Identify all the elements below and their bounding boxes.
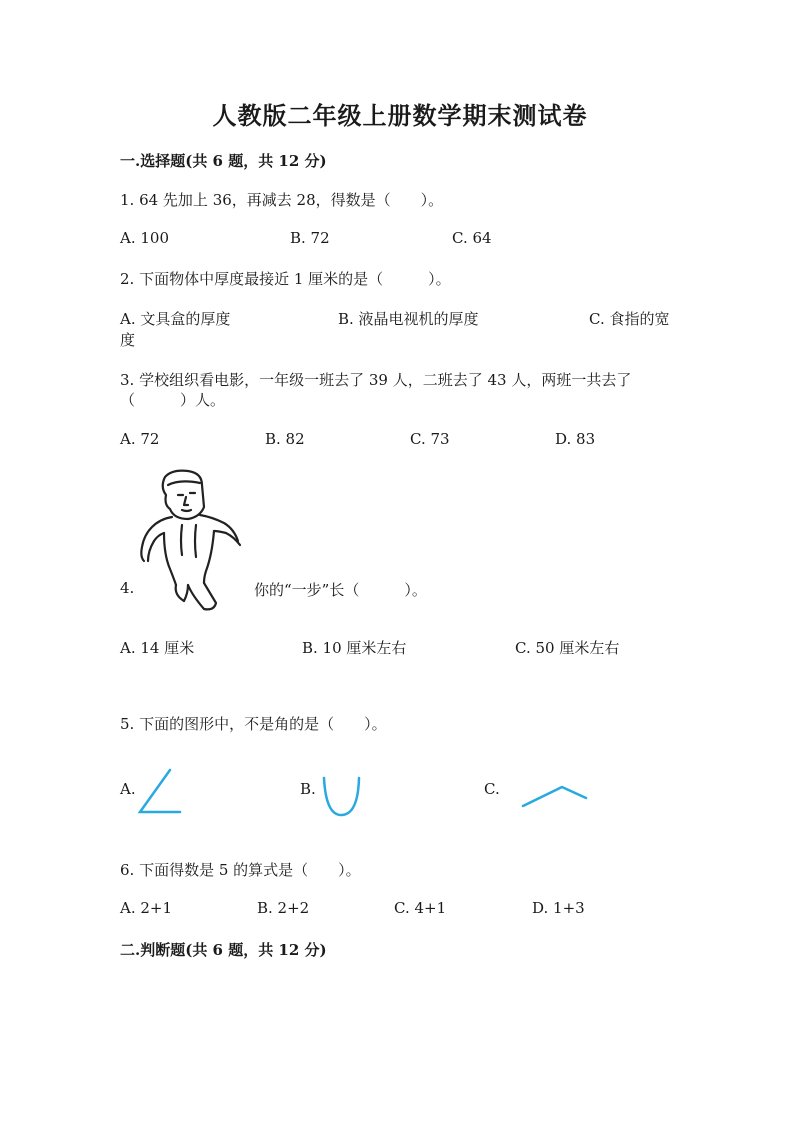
q5-open-angle-figure — [520, 784, 588, 810]
question-6: 6. 下面得数是 5 的算式是（ ）。 — [120, 861, 361, 879]
question-4-number: 4. — [120, 579, 135, 597]
q2-option-c: C. 食指的宽 — [589, 310, 670, 328]
q5-angle-figure — [136, 768, 184, 818]
question-5: 5. 下面的图形中，不是角的是（ ）。 — [120, 715, 387, 733]
walking-person-figure — [130, 465, 250, 613]
q1-option-b: B. 72 — [290, 229, 330, 247]
question-1: 1. 64 先加上 36，再减去 28，得数是（ ）。 — [120, 191, 444, 209]
question-3-line-1: 3. 学校组织看电影，一年级一班去了 39 人，二班去了 43 人，两班一共去了 — [120, 371, 632, 389]
q5-curve-figure — [320, 776, 364, 818]
q2-option-b: B. 液晶电视机的厚度 — [338, 310, 479, 328]
question-2: 2. 下面物体中厚度最接近 1 厘米的是（ ）。 — [120, 270, 451, 288]
q3-option-b: B. 82 — [265, 430, 305, 448]
q5-option-c: C. — [484, 780, 500, 798]
q6-option-c: C. 4+1 — [394, 899, 447, 917]
q5-option-b: B. — [300, 780, 316, 798]
question-4: 你的“一步”长（ ）。 — [254, 581, 427, 599]
q3-option-a: A. 72 — [120, 430, 160, 448]
page-title: 人教版二年级上册数学期末测试卷 — [212, 101, 588, 130]
q6-option-b: B. 2+2 — [257, 899, 310, 917]
q1-option-a: A. 100 — [120, 229, 169, 247]
q2-option-c-wrap: 度 — [120, 331, 136, 349]
q2-option-a: A. 文具盒的厚度 — [120, 310, 231, 328]
question-3-line-2: （ ）人。 — [120, 391, 226, 409]
q4-option-c: C. 50 厘米左右 — [515, 639, 620, 657]
q3-option-c: C. 73 — [410, 430, 450, 448]
q4-option-b: B. 10 厘米左右 — [302, 639, 407, 657]
q5-option-a: A. — [120, 780, 136, 798]
q6-option-a: A. 2+1 — [120, 899, 173, 917]
q4-option-a: A. 14 厘米 — [120, 639, 195, 657]
q6-option-d: D. 1+3 — [532, 899, 585, 917]
section-heading-choice: 一.选择题(共 6 题，共 12 分) — [120, 152, 327, 170]
q3-option-d: D. 83 — [555, 430, 596, 448]
section-heading-judge: 二.判断题(共 6 题，共 12 分) — [120, 941, 327, 959]
q1-option-c: C. 64 — [452, 229, 492, 247]
